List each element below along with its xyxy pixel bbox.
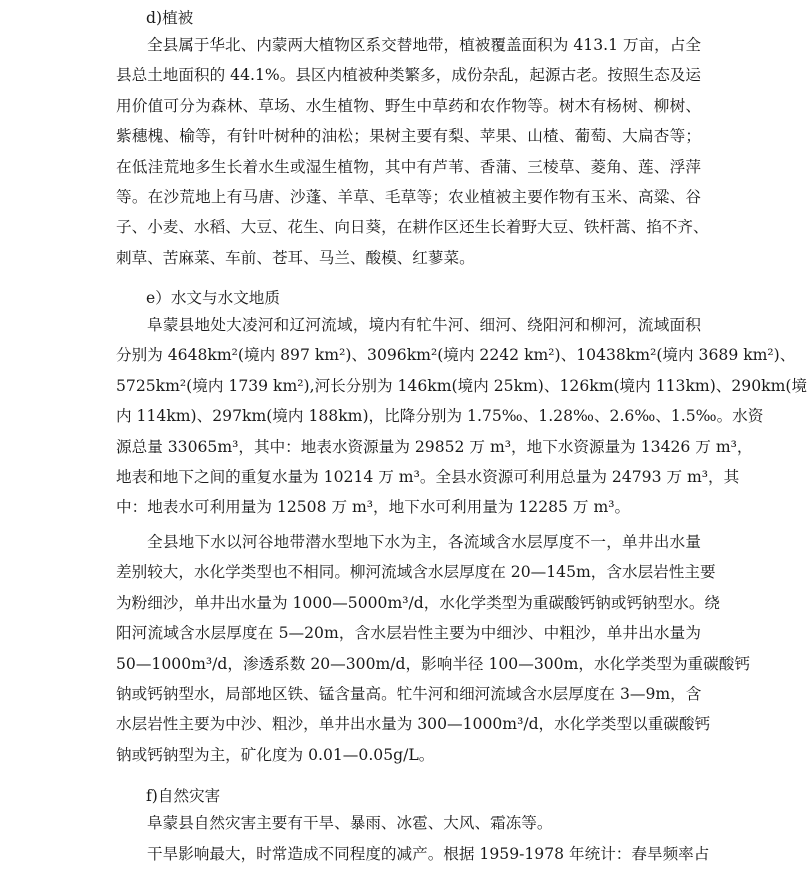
paragraph-disasters-2 [116,839,710,869]
section-heading-hydrology: e）水文与水文地质 [146,289,280,307]
text-line: 分别为 4648km²(境内 897 km²)、3096km²(境内 2242 km²)、10438km²(境内 3689 km²)、 [116,346,796,365]
text-line: 地表和地下之间的重复水量为 10214 万 m³。全县水资源可利用总量为 24793 万 m³，其 [116,467,740,486]
text-line: 阳河流域含水层厚度在 5—20m，含水层岩性主要为中细沙、中粗沙，单井出水量为 [116,624,701,643]
paragraph-disasters-1 [116,808,701,838]
text-line: 为粉细沙，单井出水量为 1000—5000m³/d，水化学类型为重碳酸钙钠或钙钠型水。绕 [116,593,721,612]
text-line: 中：地表水可利用量为 12508 万 m³，地下水可利用量为 12285 万 m³。 [116,498,631,517]
text-line: 50—1000m³/d，渗透系数 20—300m/d，影响半径 100—300m，水化学类型为重碳酸钙 [116,654,750,673]
text-line: 用价值可分为森林、草场、水生植物、野生中草药和农作物等。树木有杨树、柳树、 [116,96,701,115]
paragraph-hydrology-1 [116,310,807,523]
text-line: 全县属于华北、内蒙两大植物区系交替地带，植被覆盖面积为 413.1 万亩，占全 [147,36,701,54]
text-line: 全县地下水以河谷地带潜水型地下水为主，各流域含水层厚度不一，单井出水量 [147,533,701,551]
text-line: 子、小麦、水稻、大豆、花生、向日葵，在耕作区还生长着野大豆、铁杆蒿、掐不齐、 [116,218,709,237]
text-line: 紫穗槐、榆等，有针叶树种的油松；果树主要有梨、苹果、山楂、葡萄、大扁杏等； [116,127,701,146]
text-line: 干旱影响最大，时常造成不同程度的减产。根据 1959-1978 年统计：春旱频率占 [147,845,710,863]
text-line: 阜蒙县地处大凌河和辽河流域，境内有牤牛河、细河、绕阳河和柳河，流域面积 [147,316,701,334]
text-line: 县总土地面积的 44.1%。县区内植被种类繁多，成份杂乱，起源古老。按照生态及运 [116,66,701,85]
text-line: 5725km²(境内 1739 km²),河长分别为 146km(境内 25km)、126km(境内 113km)、290km(境 [116,376,807,395]
section-heading-natural-disasters: f)自然灾害 [146,787,221,805]
text-line: 源总量 33065m³，其中：地表水资源量为 29852 万 m³，地下水资源量为 13426 万 m³， [116,437,753,456]
text-line: 刺草、苦麻菜、车前、苍耳、马兰、酸模、红蓼菜。 [116,248,475,267]
text-line: 水层岩性主要为中沙、粗沙，单井出水量为 300—1000m³/d，水化学类型以重碳酸钙 [116,715,711,734]
text-line: 等。在沙荒地上有马唐、沙蓬、羊草、毛草等；农业植被主要作物有玉米、高粱、谷 [116,187,701,206]
text-line: 阜蒙县自然灾害主要有干旱、暴雨、冰雹、大风、霜冻等。 [147,814,553,832]
text-line: 差别较大，水化学类型也不相同。柳河流域含水层厚度在 20—145m，含水层岩性主要 [116,563,716,582]
paragraph-vegetation [116,30,709,273]
text-line: 钠或钙钠型水，局部地区铁、锰含量高。牤牛河和细河流域含水层厚度在 3—9m，含 [116,684,702,703]
paragraph-hydrology-2 [116,527,750,770]
text-line: 钠或钙钠型为主，矿化度为 0.01—0.05g/L。 [116,745,435,764]
section-heading-vegetation: d)植被 [146,9,194,27]
text-line: 内 114km)、297km(境内 188km)，比降分别为 1.75‰、1.28‰、2.6‰、1.5‰。水资 [116,407,764,426]
text-line: 在低洼荒地多生长着水生或湿生植物，其中有芦苇、香蒲、三棱草、菱角、莲、浮萍 [116,157,701,176]
